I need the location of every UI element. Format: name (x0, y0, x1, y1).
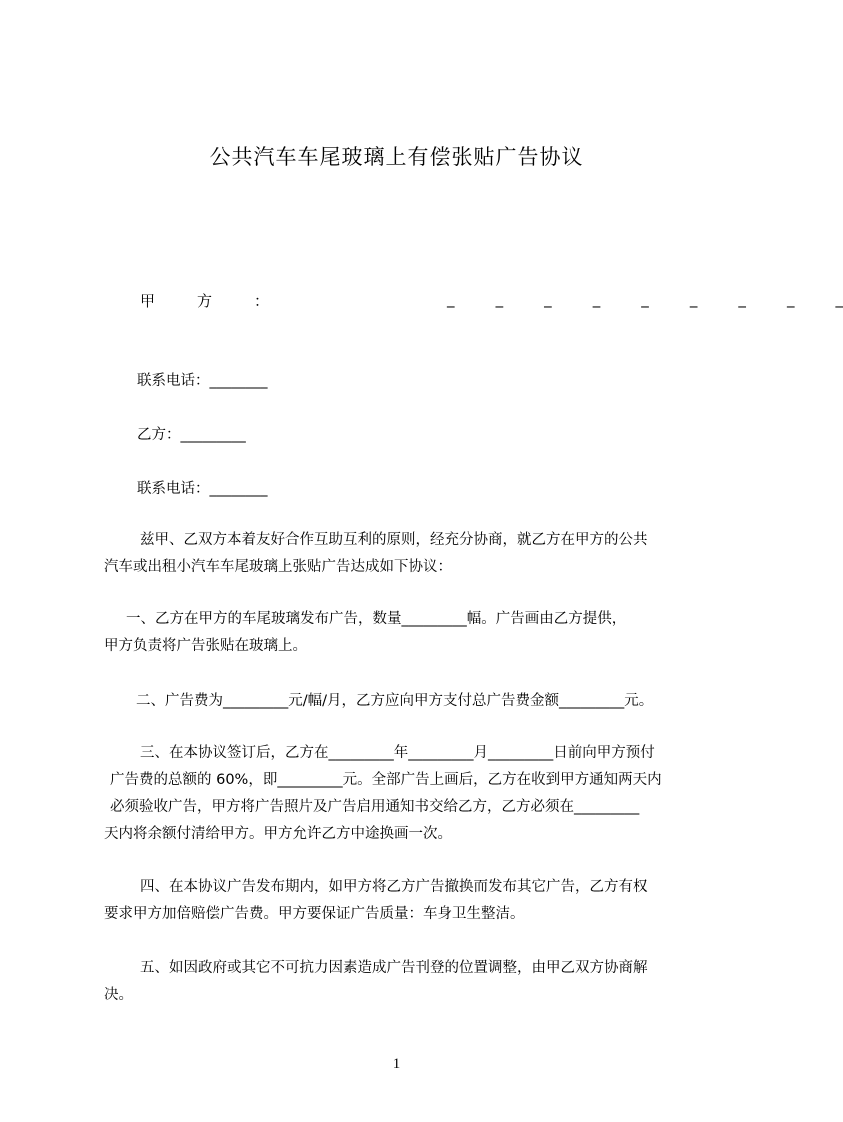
clause-5-line-2: 决。 (104, 987, 133, 1003)
clause-4 (104, 874, 706, 928)
clause-1-line-1: 一、乙方在甲方的车尾玻璃发布广告，数量_________幅。广告画由乙方提供， (126, 611, 627, 627)
clause-3-line-1: 三、在本协议签订后，乙方在_________年_________月_________日前向甲方预付 (140, 745, 655, 761)
party-a-phone: 联系电话：________ (137, 373, 268, 389)
document-title: 公共汽车车尾玻璃上有偿张贴广告协议 (209, 145, 584, 169)
party-a-label-char2: 方 (197, 292, 213, 310)
blank-segment: _ (495, 290, 504, 308)
intro-paragraph (104, 527, 706, 581)
party-a-colon: ： (254, 292, 270, 310)
party-a-label-char1: 甲 (140, 292, 156, 310)
clause-1-line-2: 甲方负责将广告张贴在玻璃上。 (104, 638, 307, 654)
page-number: 1 (392, 1056, 401, 1072)
blank-segment: _ (835, 290, 843, 308)
party-a-line (140, 290, 843, 316)
clause-1 (104, 606, 706, 660)
party-b-phone: 联系电话：________ (137, 481, 268, 497)
clause-2 (104, 688, 706, 715)
intro-line-1: 兹甲、乙双方本着友好合作互助互利的原则，经充分协商，就乙方在甲方的公共 (140, 532, 648, 548)
blank-segment: _ (738, 290, 746, 308)
blank-segment: _ (592, 290, 601, 308)
clause-5-line-1: 五、如因政府或其它不可抗力因素造成广告刊登的位置调整，由甲乙双方协商解 (140, 960, 648, 976)
clause-4-line-1: 四、在本协议广告发布期内，如甲方将乙方广告撤换而发布其它广告，乙方有权 (140, 879, 648, 895)
clause-5 (104, 955, 706, 1009)
blank-segment: _ (544, 290, 552, 308)
party-a-blank-field (447, 290, 843, 308)
blank-segment: _ (786, 290, 795, 308)
party-b-line: 乙方：_________ (137, 427, 246, 443)
clause-2-line-1: 二、广告费为_________元/幅/月，乙方应向甲方支付总广告费金额_________元。 (136, 693, 654, 709)
blank-segment: _ (447, 290, 455, 308)
blank-segment: _ (641, 290, 649, 308)
clause-3 (104, 740, 706, 848)
clause-3-line-2: 广告费的总额的 60%，即_________元。全部广告上画后，乙方在收到甲方通知两天内 (110, 772, 662, 788)
blank-segment: _ (689, 290, 698, 308)
clause-4-line-2: 要求甲方加倍赔偿广告费。甲方要保证广告质量：车身卫生整洁。 (104, 906, 525, 922)
clause-3-line-4: 天内将余额付清给甲方。甲方允许乙方中途换画一次。 (104, 826, 452, 842)
clause-3-line-3: 必须验收广告，甲方将广告照片及广告启用通知书交给乙方，乙方必须在_________ (110, 799, 640, 815)
intro-line-2: 汽车或出租小汽车车尾玻璃上张贴广告达成如下协议： (104, 559, 452, 575)
